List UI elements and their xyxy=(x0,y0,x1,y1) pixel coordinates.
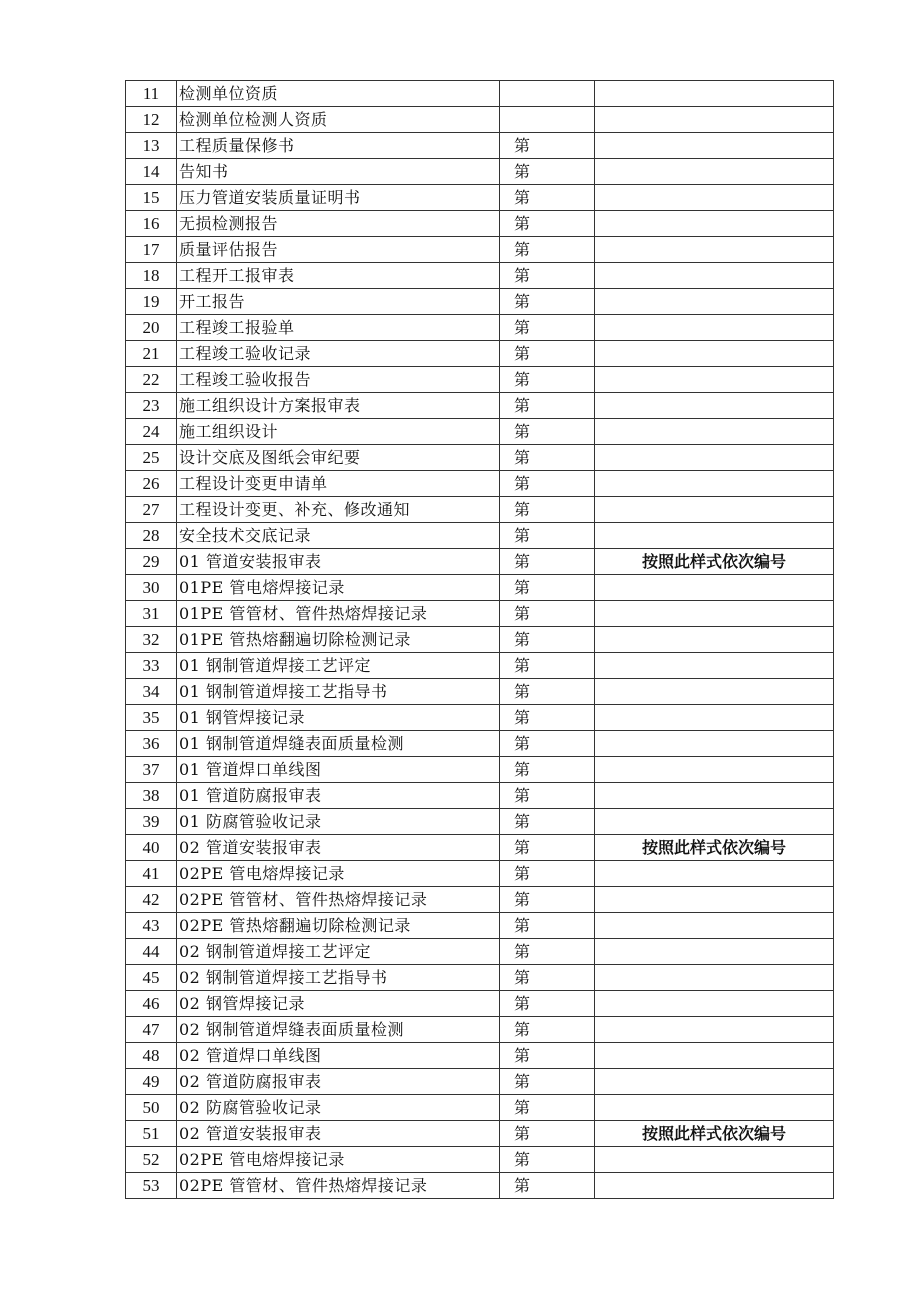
document-name-cell: 检测单位检测人资质 xyxy=(177,107,500,133)
row-number-cell: 31 xyxy=(126,601,177,627)
table-row xyxy=(126,1147,834,1173)
table-row xyxy=(126,1173,834,1199)
table-row xyxy=(126,393,834,419)
row-number-cell: 47 xyxy=(126,1017,177,1043)
note-cell xyxy=(595,783,834,809)
page-number-cell: 第 xyxy=(500,523,595,549)
table-row xyxy=(126,445,834,471)
document-name-cell: 检测单位资质 xyxy=(177,81,500,107)
row-number-cell: 28 xyxy=(126,523,177,549)
page-number-cell: 第 xyxy=(500,835,595,861)
document-name-cell: 施工组织设计 xyxy=(177,419,500,445)
table-row xyxy=(126,523,834,549)
note-cell xyxy=(595,1173,834,1199)
note-cell xyxy=(595,1069,834,1095)
page-number-cell: 第 xyxy=(500,1043,595,1069)
row-number-cell: 21 xyxy=(126,341,177,367)
page-number-cell: 第 xyxy=(500,861,595,887)
row-number-cell: 16 xyxy=(126,211,177,237)
document-name-cell: 开工报告 xyxy=(177,289,500,315)
row-number-cell: 52 xyxy=(126,1147,177,1173)
page-number-cell: 第 xyxy=(500,679,595,705)
document-name-cell: 工程设计变更申请单 xyxy=(177,471,500,497)
note-cell xyxy=(595,965,834,991)
note-cell xyxy=(595,705,834,731)
note-cell xyxy=(595,575,834,601)
note-cell xyxy=(595,263,834,289)
document-name-cell: 工程设计变更、补充、修改通知 xyxy=(177,497,500,523)
note-cell xyxy=(595,679,834,705)
document-name-cell: 02 钢制管道焊接工艺评定 xyxy=(177,939,500,965)
row-number-cell: 51 xyxy=(126,1121,177,1147)
row-number-cell: 30 xyxy=(126,575,177,601)
document-name-cell: 告知书 xyxy=(177,159,500,185)
document-name-cell: 02 管道防腐报审表 xyxy=(177,1069,500,1095)
page-number-cell: 第 xyxy=(500,1017,595,1043)
row-number-cell: 53 xyxy=(126,1173,177,1199)
page-number-cell: 第 xyxy=(500,445,595,471)
table-row xyxy=(126,1095,834,1121)
page-number-cell: 第 xyxy=(500,211,595,237)
page-number-cell: 第 xyxy=(500,237,595,263)
row-number-cell: 41 xyxy=(126,861,177,887)
note-cell xyxy=(595,913,834,939)
page-number-cell: 第 xyxy=(500,549,595,575)
table-row xyxy=(126,315,834,341)
table-row xyxy=(126,1069,834,1095)
note-cell xyxy=(595,445,834,471)
row-number-cell: 17 xyxy=(126,237,177,263)
document-name-cell: 安全技术交底记录 xyxy=(177,523,500,549)
row-number-cell: 40 xyxy=(126,835,177,861)
page-number-cell: 第 xyxy=(500,653,595,679)
note-cell xyxy=(595,1043,834,1069)
table-row xyxy=(126,107,834,133)
note-cell xyxy=(595,237,834,263)
table-row xyxy=(126,497,834,523)
note-cell xyxy=(595,211,834,237)
document-name-cell: 02 防腐管验收记录 xyxy=(177,1095,500,1121)
table-row xyxy=(126,783,834,809)
row-number-cell: 45 xyxy=(126,965,177,991)
row-number-cell: 32 xyxy=(126,627,177,653)
note-cell xyxy=(595,939,834,965)
note-cell xyxy=(595,991,834,1017)
row-number-cell: 24 xyxy=(126,419,177,445)
document-name-cell: 02 管道焊口单线图 xyxy=(177,1043,500,1069)
document-name-cell: 01 钢管焊接记录 xyxy=(177,705,500,731)
document-name-cell: 02PE 管电熔焊接记录 xyxy=(177,1147,500,1173)
note-cell xyxy=(595,1147,834,1173)
document-name-cell: 工程竣工验收报告 xyxy=(177,367,500,393)
table-row xyxy=(126,549,834,575)
note-cell xyxy=(595,523,834,549)
table-row xyxy=(126,471,834,497)
row-number-cell: 18 xyxy=(126,263,177,289)
row-number-cell: 39 xyxy=(126,809,177,835)
page-number-cell: 第 xyxy=(500,939,595,965)
document-name-cell: 01 钢制管道焊缝表面质量检测 xyxy=(177,731,500,757)
note-cell xyxy=(595,601,834,627)
page-number-cell: 第 xyxy=(500,783,595,809)
table-row xyxy=(126,731,834,757)
document-name-cell: 工程质量保修书 xyxy=(177,133,500,159)
note-cell xyxy=(595,809,834,835)
document-name-cell: 01PE 管电熔焊接记录 xyxy=(177,575,500,601)
row-number-cell: 43 xyxy=(126,913,177,939)
row-number-cell: 26 xyxy=(126,471,177,497)
page-number-cell: 第 xyxy=(500,965,595,991)
row-number-cell: 11 xyxy=(126,81,177,107)
note-cell xyxy=(595,861,834,887)
document-name-cell: 01PE 管管材、管件热熔焊接记录 xyxy=(177,601,500,627)
document-name-cell: 01 钢制管道焊接工艺评定 xyxy=(177,653,500,679)
note-cell: 按照此样式依次编号 xyxy=(595,549,834,575)
table-row xyxy=(126,653,834,679)
document-name-cell: 02PE 管热熔翻遍切除检测记录 xyxy=(177,913,500,939)
page-number-cell: 第 xyxy=(500,887,595,913)
table-body xyxy=(126,81,834,1199)
note-cell: 按照此样式依次编号 xyxy=(595,1121,834,1147)
table-row xyxy=(126,991,834,1017)
document-name-cell: 质量评估报告 xyxy=(177,237,500,263)
note-cell xyxy=(595,107,834,133)
note-cell xyxy=(595,497,834,523)
document-name-cell: 无损检测报告 xyxy=(177,211,500,237)
page-number-cell: 第 xyxy=(500,575,595,601)
table-row xyxy=(126,835,834,861)
row-number-cell: 44 xyxy=(126,939,177,965)
note-cell xyxy=(595,1017,834,1043)
table-row xyxy=(126,133,834,159)
table-row xyxy=(126,939,834,965)
row-number-cell: 25 xyxy=(126,445,177,471)
row-number-cell: 48 xyxy=(126,1043,177,1069)
note-cell: 按照此样式依次编号 xyxy=(595,835,834,861)
document-name-cell: 工程开工报审表 xyxy=(177,263,500,289)
table-row xyxy=(126,861,834,887)
page-number-cell: 第 xyxy=(500,601,595,627)
table-row xyxy=(126,627,834,653)
page-number-cell: 第 xyxy=(500,341,595,367)
document-name-cell: 工程竣工验收记录 xyxy=(177,341,500,367)
note-cell xyxy=(595,133,834,159)
page-number-cell: 第 xyxy=(500,1121,595,1147)
row-number-cell: 22 xyxy=(126,367,177,393)
page-number-cell: 第 xyxy=(500,1095,595,1121)
page-number-cell: 第 xyxy=(500,731,595,757)
document-name-cell: 02 管道安装报审表 xyxy=(177,835,500,861)
row-number-cell: 13 xyxy=(126,133,177,159)
note-cell xyxy=(595,419,834,445)
row-number-cell: 35 xyxy=(126,705,177,731)
row-number-cell: 23 xyxy=(126,393,177,419)
note-cell xyxy=(595,341,834,367)
page-number-cell: 第 xyxy=(500,419,595,445)
page-number-cell: 第 xyxy=(500,263,595,289)
table-row xyxy=(126,965,834,991)
table-row xyxy=(126,913,834,939)
table-row xyxy=(126,237,834,263)
table-row xyxy=(126,367,834,393)
table-row xyxy=(126,1017,834,1043)
page-number-cell: 第 xyxy=(500,757,595,783)
table-row xyxy=(126,263,834,289)
row-number-cell: 27 xyxy=(126,497,177,523)
document-name-cell: 01 管道防腐报审表 xyxy=(177,783,500,809)
row-number-cell: 15 xyxy=(126,185,177,211)
table-row xyxy=(126,81,834,107)
note-cell xyxy=(595,315,834,341)
page-number-cell xyxy=(500,81,595,107)
table-row xyxy=(126,341,834,367)
note-cell xyxy=(595,653,834,679)
note-cell xyxy=(595,81,834,107)
note-cell xyxy=(595,627,834,653)
note-cell xyxy=(595,1095,834,1121)
table-row xyxy=(126,679,834,705)
table-row xyxy=(126,159,834,185)
note-cell xyxy=(595,289,834,315)
page-number-cell: 第 xyxy=(500,289,595,315)
page-number-cell: 第 xyxy=(500,809,595,835)
page-number-cell: 第 xyxy=(500,367,595,393)
table-row xyxy=(126,1043,834,1069)
table-row xyxy=(126,705,834,731)
page-number-cell: 第 xyxy=(500,159,595,185)
page-number-cell xyxy=(500,107,595,133)
row-number-cell: 12 xyxy=(126,107,177,133)
page-number-cell: 第 xyxy=(500,1173,595,1199)
document-name-cell: 02 钢制管道焊接工艺指导书 xyxy=(177,965,500,991)
note-cell xyxy=(595,159,834,185)
page-number-cell: 第 xyxy=(500,1147,595,1173)
document-name-cell: 02 管道安装报审表 xyxy=(177,1121,500,1147)
document-name-cell: 02PE 管管材、管件热熔焊接记录 xyxy=(177,887,500,913)
row-number-cell: 20 xyxy=(126,315,177,341)
page-number-cell: 第 xyxy=(500,133,595,159)
page-number-cell: 第 xyxy=(500,627,595,653)
row-number-cell: 36 xyxy=(126,731,177,757)
document-name-cell: 压力管道安装质量证明书 xyxy=(177,185,500,211)
document-name-cell: 01 钢制管道焊接工艺指导书 xyxy=(177,679,500,705)
page-number-cell: 第 xyxy=(500,1069,595,1095)
document-index-table xyxy=(125,80,834,1199)
document-name-cell: 01 管道焊口单线图 xyxy=(177,757,500,783)
page-number-cell: 第 xyxy=(500,185,595,211)
table-row xyxy=(126,211,834,237)
row-number-cell: 19 xyxy=(126,289,177,315)
table-row xyxy=(126,289,834,315)
table-row xyxy=(126,757,834,783)
table-row xyxy=(126,809,834,835)
page-number-cell: 第 xyxy=(500,913,595,939)
table-row xyxy=(126,601,834,627)
table-row xyxy=(126,419,834,445)
table-row xyxy=(126,887,834,913)
row-number-cell: 37 xyxy=(126,757,177,783)
note-cell xyxy=(595,887,834,913)
row-number-cell: 33 xyxy=(126,653,177,679)
document-name-cell: 01 防腐管验收记录 xyxy=(177,809,500,835)
note-cell xyxy=(595,393,834,419)
table-row xyxy=(126,1121,834,1147)
row-number-cell: 46 xyxy=(126,991,177,1017)
document-name-cell: 设计交底及图纸会审纪要 xyxy=(177,445,500,471)
document-name-cell: 02PE 管电熔焊接记录 xyxy=(177,861,500,887)
row-number-cell: 14 xyxy=(126,159,177,185)
row-number-cell: 29 xyxy=(126,549,177,575)
note-cell xyxy=(595,367,834,393)
page-number-cell: 第 xyxy=(500,991,595,1017)
page-number-cell: 第 xyxy=(500,315,595,341)
page-number-cell: 第 xyxy=(500,471,595,497)
row-number-cell: 34 xyxy=(126,679,177,705)
document-name-cell: 02 钢制管道焊缝表面质量检测 xyxy=(177,1017,500,1043)
document-name-cell: 工程竣工报验单 xyxy=(177,315,500,341)
table-row xyxy=(126,185,834,211)
note-cell xyxy=(595,757,834,783)
document-name-cell: 02 钢管焊接记录 xyxy=(177,991,500,1017)
document-name-cell: 施工组织设计方案报审表 xyxy=(177,393,500,419)
page-number-cell: 第 xyxy=(500,393,595,419)
document-name-cell: 01 管道安装报审表 xyxy=(177,549,500,575)
note-cell xyxy=(595,185,834,211)
table-row xyxy=(126,575,834,601)
note-cell xyxy=(595,731,834,757)
document-name-cell: 02PE 管管材、管件热熔焊接记录 xyxy=(177,1173,500,1199)
row-number-cell: 38 xyxy=(126,783,177,809)
row-number-cell: 50 xyxy=(126,1095,177,1121)
page-number-cell: 第 xyxy=(500,705,595,731)
document-name-cell: 01PE 管热熔翻遍切除检测记录 xyxy=(177,627,500,653)
page-number-cell: 第 xyxy=(500,497,595,523)
note-cell xyxy=(595,471,834,497)
row-number-cell: 49 xyxy=(126,1069,177,1095)
row-number-cell: 42 xyxy=(126,887,177,913)
